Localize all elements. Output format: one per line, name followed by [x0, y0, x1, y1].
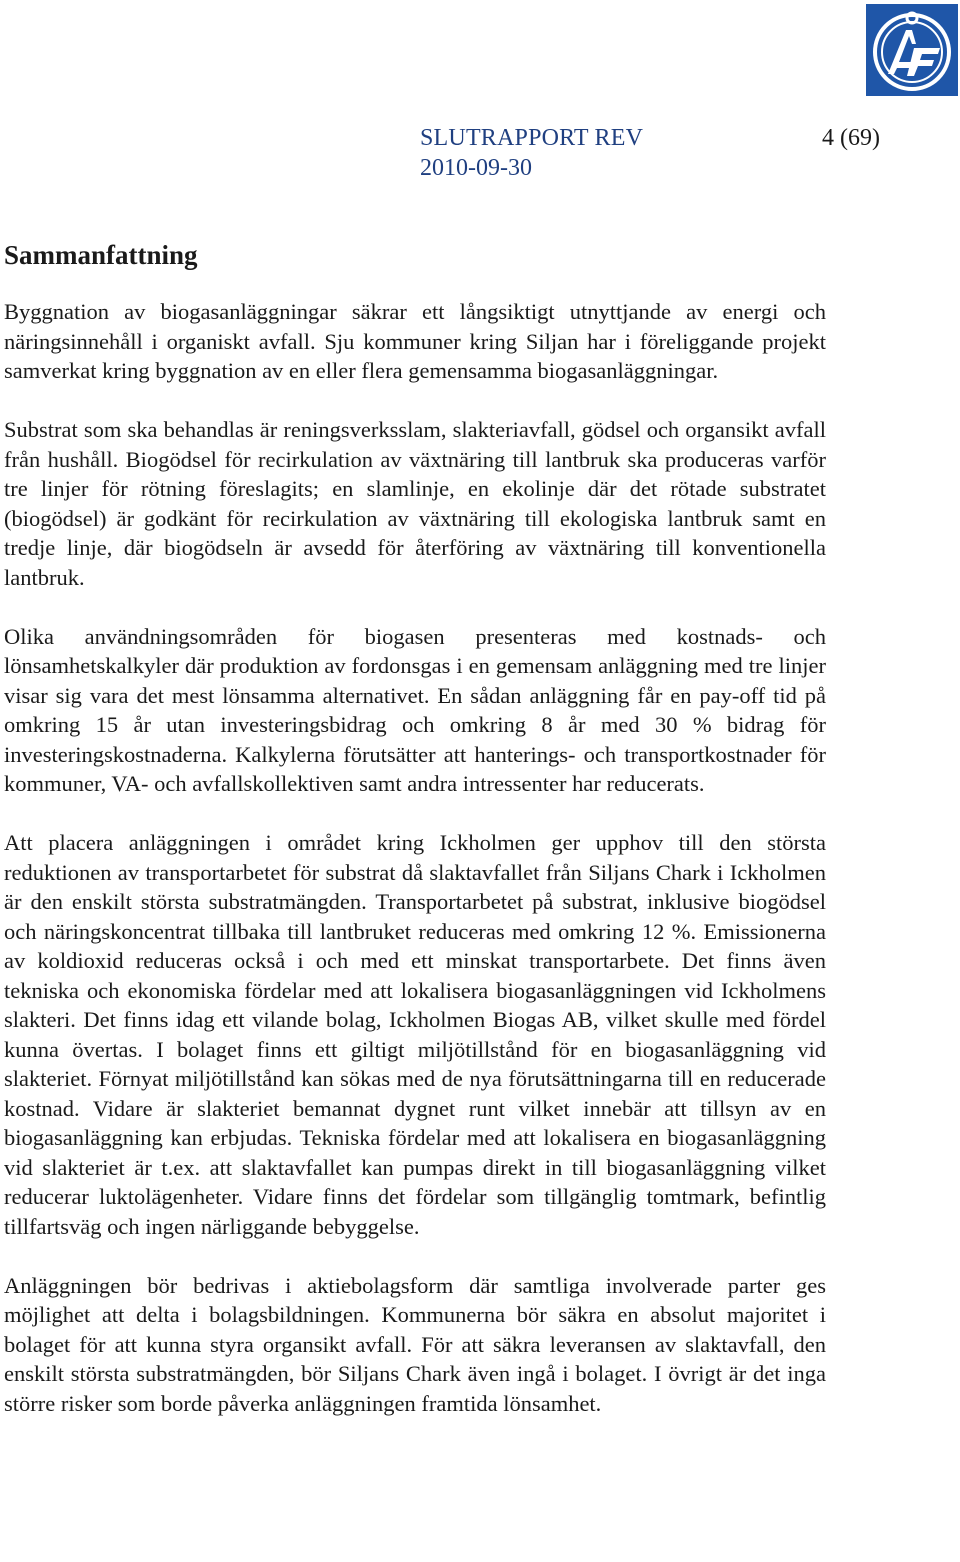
af-logo — [866, 4, 958, 96]
section-body — [4, 297, 826, 1418]
page-number: 4 (69) — [822, 125, 880, 151]
paragraph: Olika användningsområden för biogasen presenteras med kostnads- och lönsamhetskalkyler där produktion av fordonsgas i en gemensam anläggning med tre linjer visar sig vara det mest lönsamma alternativet. En sådan anläggning får en pay-off tid på omkring 15 år utan investeringsbidrag och omkring 8 år med 30 % bidrag för investeringskostnaderna. Kalkylerna förutsätter att hanterings- och transportkostnader för kommuner, VA- och avfallskollektiven samt andra intressenter har reducerats. — [4, 623, 826, 796]
paragraph: Byggnation av biogasanläggningar säkrar ett långsiktigt utnyttjande av energi och näringsinnehåll i organiskt avfall. Sju kommuner kring Siljan har i föreliggande projekt samverkat kring byggnation av en eller flera gemensamma biogasanläggningar. — [4, 299, 826, 383]
report-title: SLUTRAPPORT REV — [420, 125, 644, 151]
paragraph: Att placera anläggningen i området kring Ickholmen ger upphov till den största reduktionen av transportarbetet för substrat då slaktavfallet från Siljans Chark i Ickholmen är den enskilt största substratmängden. Transportarbetet på substrat, inklusive biogödsel och näringskoncentrat tillbaka till lantbruket reduceras med omkring 12 %. Emissionerna av koldioxid reduceras också i och med ett minskat transportarbete. Det finns även tekniska och ekonomiska fördelar med att lokalisera biogasanläggningen vid Ickholmens slakteri. Det finns idag ett vilande bolag, Ickholmen Biogas AB, vilket skulle med fördel kunna övertas. I bolaget finns ett giltigt miljötillstånd för en biogasanläggning vid slakteriet. Förnyat miljötillstånd kan sökas med de nya förutsättningarna till en reducerade kostnad. Vidare är slakteriet bemannat dygnet runt vilket innebär att tillsyn av en biogasanläggning kan erbjudas. Tekniska fördelar med att lokalisera en biogasanläggning vid slakteriet är t.ex. att slaktavfallet kan pumpas direkt in till biogasanläggning vilket reducerar luktolägenheter. Vidare finns det fördelar som tillgänglig tomtmark, befintlig tillfartsväg och ingen närliggande bebyggelse. — [4, 830, 826, 1239]
paragraph: Anläggningen bör bedrivas i aktiebolagsform där samtliga involverade parter ges möjlighet att delta i bolagsbildningen. Kommunerna bör säkra en absolut majoritet i bolaget för att kunna styra organsikt avfall. För att säkra leveransen av slaktavfall, den enskilt största substratmängden, bör Siljans Chark även ingå i bolaget. I övrigt är det inga större risker som borde påverka anläggningen framtida lönsamhet. — [4, 1272, 826, 1416]
section-heading: Sammanfattning — [4, 240, 198, 270]
paragraph: Substrat som ska behandlas är reningsverksslam, slakteriavfall, gödsel och organsikt avfall från hushåll. Biogödsel för recirkulation av växtnäring till lantbruk ska produceras varför tre linjer för rötning föreslagits; en slamlinje, en ekolinje där det rötade substratet (biogödsel) är godkänt för recirkulation av växtnäring till ekologiska lantbruk samt en tredje linje, där biogödseln är avsedd för återföring av växtnäring till konventionella lantbruk. — [4, 417, 826, 590]
report-date: 2010-09-30 — [420, 155, 532, 181]
af-logo-mark — [866, 4, 958, 96]
